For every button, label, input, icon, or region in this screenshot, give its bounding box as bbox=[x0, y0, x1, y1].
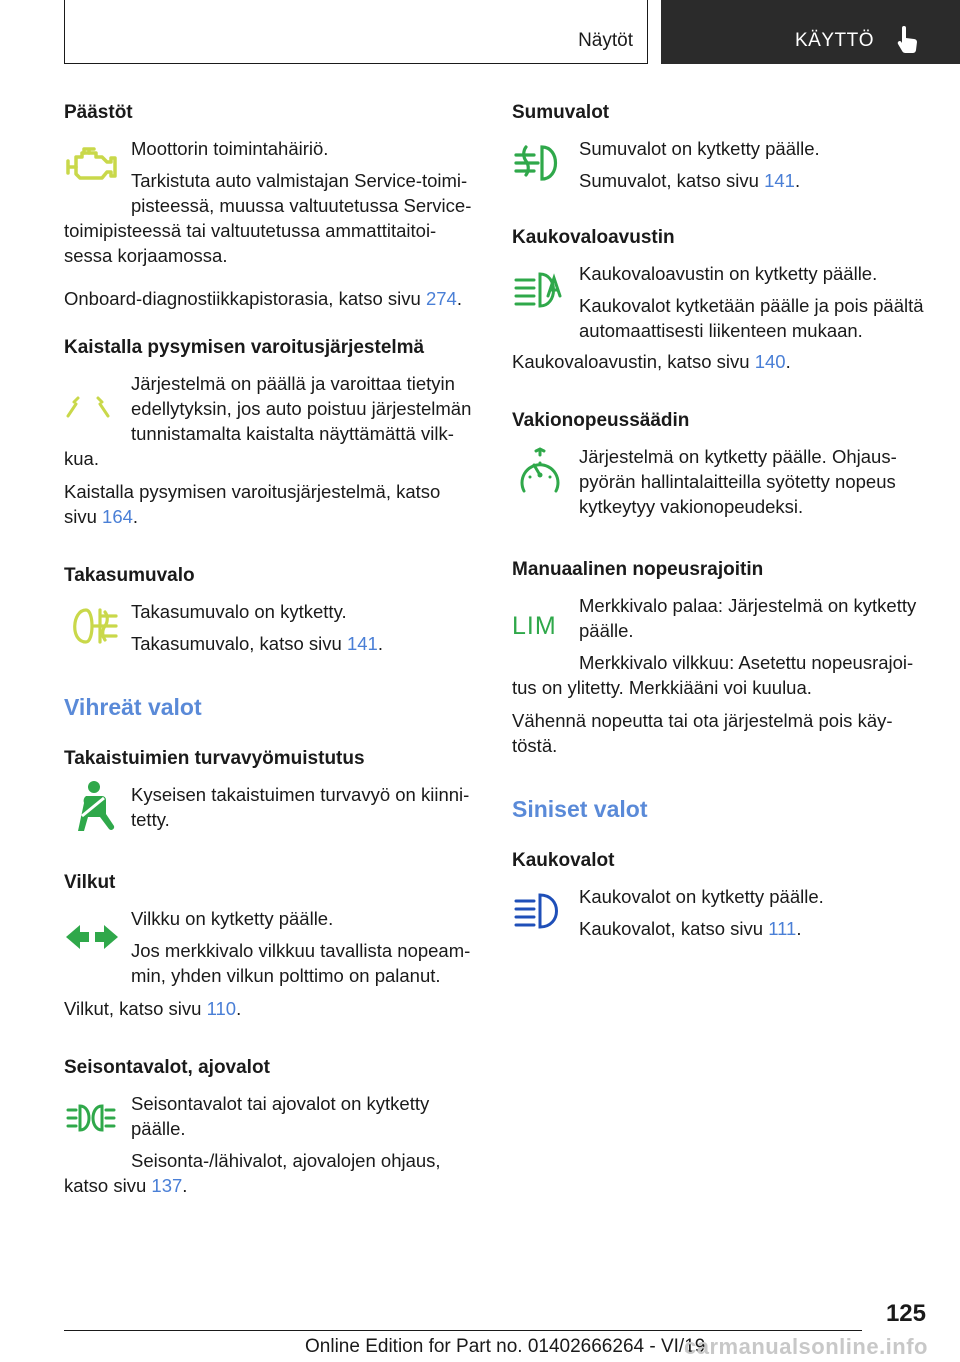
fog-lights-reference: Sumuvalot, katso sivu 141. bbox=[579, 170, 801, 191]
rear-fog-heading: Takasumuvalo bbox=[64, 565, 195, 586]
cruise-control-text-1a: Järjestelmä on kytketty päälle. Ohjaus- bbox=[579, 446, 897, 467]
seatbelt-entry bbox=[64, 782, 484, 832]
footer-edition: Online Edition for Part no. 01402666264 - VI/19 bbox=[305, 1336, 706, 1357]
turn-signals-text-2a: Jos merkkivalo vilkkuu tavallista nopeam- bbox=[131, 940, 471, 961]
pointing-hand-icon bbox=[896, 26, 920, 54]
rear-fog-entry bbox=[64, 599, 484, 656]
cruise-control-text-1b: pyörän hallintalaitteilla syötetty nopeus bbox=[579, 471, 896, 492]
emissions-entry bbox=[64, 136, 484, 268]
high-beam-assist-page-link[interactable]: 140 bbox=[754, 351, 786, 372]
emissions-text-1: Moottorin toimintahäiriö. bbox=[131, 138, 329, 159]
high-beam-assist-heading: Kaukovaloavustin bbox=[512, 227, 675, 248]
lane-warning-reference-1: Kaistalla pysymisen varoitusjärjestelmä, katso bbox=[64, 481, 441, 502]
speed-limiter-entry bbox=[512, 593, 932, 700]
high-beam-text-1: Kaukovalot on kytketty päälle. bbox=[579, 886, 824, 907]
turn-signals-entry bbox=[64, 906, 484, 988]
fog-lights-entry bbox=[512, 136, 932, 193]
high-beam-assist-reference: Kaukovaloavustin, katso sivu 140. bbox=[512, 351, 791, 372]
parking-lights-reference: katso sivu 137. bbox=[64, 1175, 188, 1196]
cruise-control-entry bbox=[512, 444, 932, 519]
rear-fog-reference: Takasumuvalo, katso sivu 141. bbox=[131, 633, 383, 654]
speed-limiter-text-3b: töstä. bbox=[512, 735, 558, 756]
left-column bbox=[64, 100, 484, 1198]
lim-indicator-icon: LIM bbox=[512, 611, 557, 640]
lane-warning-text-1b: edellytyksin, jos auto poistuu järjestelmän bbox=[131, 398, 472, 419]
cruise-control-text-1c: kytkeytyy vakionopeudeksi. bbox=[579, 496, 804, 517]
fog-light-icon bbox=[512, 138, 568, 188]
parking-lights-heading: Seisontavalot, ajovalot bbox=[64, 1057, 270, 1078]
footer-divider bbox=[64, 1330, 862, 1331]
emissions-heading: Päästöt bbox=[64, 102, 133, 123]
lane-warning-heading: Kaistalla pysymisen varoitusjärjestelmä bbox=[64, 337, 425, 358]
lane-warning-reference-2: sivu 164. bbox=[64, 506, 139, 527]
parking-lights-text-1b: päälle. bbox=[131, 1118, 186, 1139]
speed-limiter-text-2a: Merkkivalo vilkkuu: Asetettu nopeusrajoi- bbox=[579, 652, 914, 673]
rear-fog-text-1: Takasumuvalo on kytketty. bbox=[131, 601, 347, 622]
blue-lights-heading: Siniset valot bbox=[512, 796, 648, 822]
seatbelt-icon bbox=[64, 782, 120, 832]
parking-lights-text-1a: Seisontavalot tai ajovalot on kytketty bbox=[131, 1093, 430, 1114]
speed-limiter-text-3a: Vähennä nopeutta tai ota järjestelmä pois käy- bbox=[512, 710, 893, 731]
header-chapter-title: KÄYTTÖ bbox=[794, 30, 874, 51]
seatbelt-heading: Takaistuimien turvavyömuistutus bbox=[64, 748, 365, 769]
lane-warning-text-1a: Järjestelmä on päällä ja varoittaa tietyin bbox=[131, 373, 455, 394]
turn-signals-text-2b: min, yhden vilkun polttimo on palanut. bbox=[131, 965, 441, 986]
right-column bbox=[512, 100, 932, 941]
speed-limiter-text-1a: Merkkivalo palaa: Järjestelmä on kytketty bbox=[579, 595, 917, 616]
high-beam-assist-icon bbox=[512, 265, 568, 315]
speed-limiter-text-1b: päälle. bbox=[579, 620, 634, 641]
emissions-text-2d: sessa korjaamossa. bbox=[64, 245, 228, 266]
parking-lights-text-2a: Seisonta-/lähivalot, ajovalojen ohjaus, bbox=[131, 1150, 441, 1171]
turn-signals-text-1: Vilkku on kytketty päälle. bbox=[131, 908, 334, 929]
high-beam-assist-entry bbox=[512, 261, 932, 343]
engine-check-icon bbox=[64, 140, 120, 190]
fog-lights-page-link[interactable]: 141 bbox=[764, 170, 795, 191]
page-number: 125 bbox=[885, 1300, 926, 1327]
fog-lights-heading: Sumuvalot bbox=[512, 102, 610, 123]
high-beam-entry bbox=[512, 884, 932, 941]
emissions-text-2c: toimipisteessä tai valtuutetussa ammattitaitoi- bbox=[64, 220, 437, 241]
high-beam-reference: Kaukovalot, katso sivu 111. bbox=[579, 918, 802, 939]
emissions-text-2b: pisteessä, muussa valtuutetussa Service- bbox=[131, 195, 472, 216]
turn-signals-page-link[interactable]: 110 bbox=[206, 998, 237, 1019]
speed-limiter-heading: Manuaalinen nopeusrajoitin bbox=[512, 559, 764, 580]
rear-fog-light-icon bbox=[64, 601, 120, 651]
high-beam-heading: Kaukovalot bbox=[512, 850, 615, 871]
parking-lights-entry bbox=[64, 1091, 484, 1173]
turn-signals-heading: Vilkut bbox=[64, 872, 116, 893]
watermark-logo: carmanualsonline.info bbox=[684, 1334, 928, 1359]
lane-departure-icon bbox=[64, 381, 120, 431]
high-beam-assist-text-2a: Kaukovalot kytketään päälle ja pois päältä bbox=[579, 295, 924, 316]
emissions-text-2a: Tarkistuta auto valmistajan Service-toimi- bbox=[131, 170, 468, 191]
header-section-title: Näytöt bbox=[578, 30, 633, 51]
seatbelt-text-1a: Kyseisen takaistuimen turvavyö on kiinni- bbox=[131, 784, 470, 805]
cruise-control-icon bbox=[512, 448, 568, 498]
high-beam-page-link[interactable]: 111 bbox=[768, 918, 797, 939]
lane-warning-text-1c: tunnistamalta kaistalta näyttämättä vilk- bbox=[131, 423, 454, 444]
high-beam-icon bbox=[512, 886, 568, 936]
green-lights-heading: Vihreät valot bbox=[64, 694, 202, 720]
parking-lights-page-link[interactable]: 137 bbox=[151, 1175, 183, 1196]
header-chapter-box bbox=[661, 0, 960, 64]
lane-warning-text-1d: kua. bbox=[64, 448, 99, 469]
speed-limiter-text-2b: tus on ylitetty. Merkkiääni voi kuulua. bbox=[512, 677, 812, 698]
parking-lights-icon bbox=[64, 1093, 120, 1143]
emissions-page-link[interactable]: 274 bbox=[425, 288, 457, 309]
cruise-control-heading: Vakionopeussäädin bbox=[512, 410, 690, 431]
high-beam-assist-text-1: Kaukovaloavustin on kytketty päälle. bbox=[579, 263, 878, 284]
turn-signals-reference: Vilkut, katso sivu 110. bbox=[64, 998, 242, 1019]
fog-lights-text-1: Sumuvalot on kytketty päälle. bbox=[579, 138, 820, 159]
lane-warning-page-link[interactable]: 164 bbox=[102, 506, 133, 527]
header-section-box bbox=[64, 0, 648, 64]
rear-fog-page-link[interactable]: 141 bbox=[346, 633, 378, 654]
seatbelt-text-1b: tetty. bbox=[131, 809, 170, 830]
high-beam-assist-text-2b: automaattisesti liikenteen mukaan. bbox=[579, 320, 863, 341]
emissions-reference: Onboard-diagnostiikkapistorasia, katso sivu 274. bbox=[64, 288, 462, 309]
turn-signal-arrows-icon bbox=[64, 912, 120, 962]
lane-warning-entry bbox=[64, 371, 484, 471]
